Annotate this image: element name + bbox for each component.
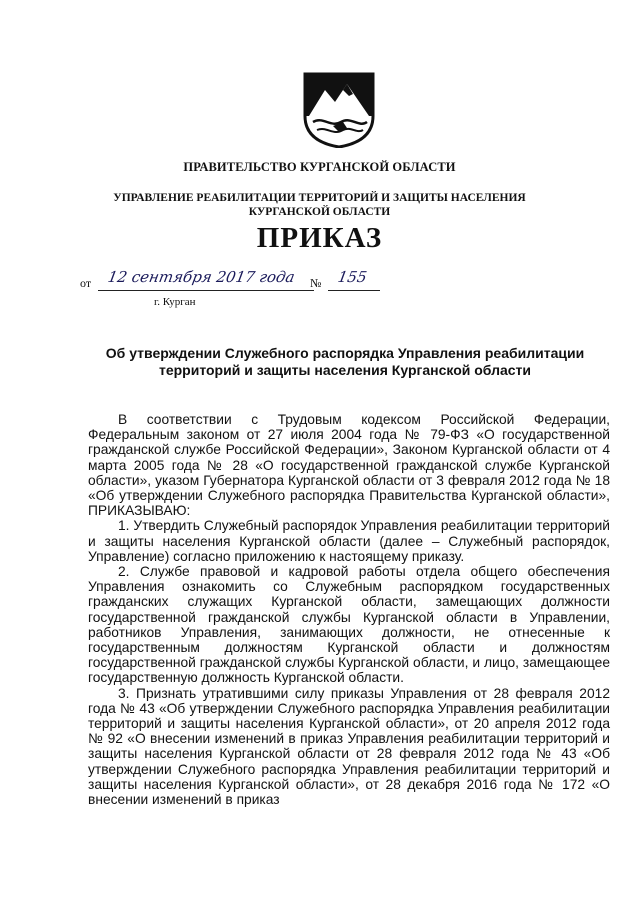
document-type: ПРИКАЗ [256,222,383,254]
item-2-paragraph: 2. Службе правовой и кадровой работы отдела общего обеспечения Управления ознакомить со Служебным распорядком государственных гражданских служащих Курганской области, замещающих должности государственной гражданской службы Курганской области в Управлении, работников Управления, занимающих должности, не отнесенные к государственным должностям Курганской области и должностям государственной гражданской службы Курганской области, и лицо, замещающее государственную должность Курганской области. [88,564,610,686]
subject-line1: Об утверждении Служебного распорядка Управления реабилитации [105,345,585,361]
item-3-paragraph: 3. Признать утратившими силу приказы Управления от 28 февраля 2012 года № 43 «Об утверждении Служебного распорядка Управления реабилитации территорий и защиты населения Курганской области», от 20 апреля 2012 года № 92 «О внесении изменений в приказ Управления реабилитации территорий и защиты населения Курганской области от 28 февраля 2012 года № 43 «Об утверждении Служебного распорядка Управления реабилитации территорий и защиты населения Курганской области», от 28 декабря 2016 года № 172 «О внесении изменений в приказ [88,685,610,808]
order-subject [80,345,610,379]
date-prefix: от [80,276,92,290]
handwritten-date: 12 сентября 2017 года [106,268,297,286]
handwritten-number: 155 [336,268,369,286]
order-date-number [80,268,380,294]
intro-paragraph: В соответствии с Трудовым кодексом Российской Федерации, Федеральным законом от 27 июля 2004 года № 79-ФЗ «О государственной гражданской службе Российской Федерации», Законом Курганской области от 4 марта 2005 года № 28 «О государственной гражданской службе Курганской области», указом Губернатора Курганской области от 3 февраля 2012 года № 18 «Об утверждении Служебного распорядка Правительства Курганской области», ПРИКАЗЫВАЮ: [88,412,610,519]
number-prefix: № [310,276,322,290]
city: г. Курган [154,296,196,308]
department-title-line1: УПРАВЛЕНИЕ РЕАБИЛИТАЦИИ ТЕРРИТОРИЙ И ЗАЩИТЫ НАСЕЛЕНИЯ [113,192,526,204]
number-underline [328,290,380,291]
coat-of-arms-emblem [303,72,375,148]
date-underline [98,290,314,291]
order-body [88,412,610,807]
department-title-line2: КУРГАНСКОЙ ОБЛАСТИ [248,206,391,218]
subject-line2: территорий и защиты населения Курганской области [158,362,532,378]
department-title [0,191,639,219]
government-title: ПРАВИТЕЛЬСТВО КУРГАНСКОЙ ОБЛАСТИ [183,160,456,174]
item-1-paragraph: 1. Утвердить Служебный распорядок Управления реабилитации территорий и защиты населения Курганской области (далее – Служебный распорядок, Управление) согласно приложению к настоящему приказу. [88,518,611,564]
